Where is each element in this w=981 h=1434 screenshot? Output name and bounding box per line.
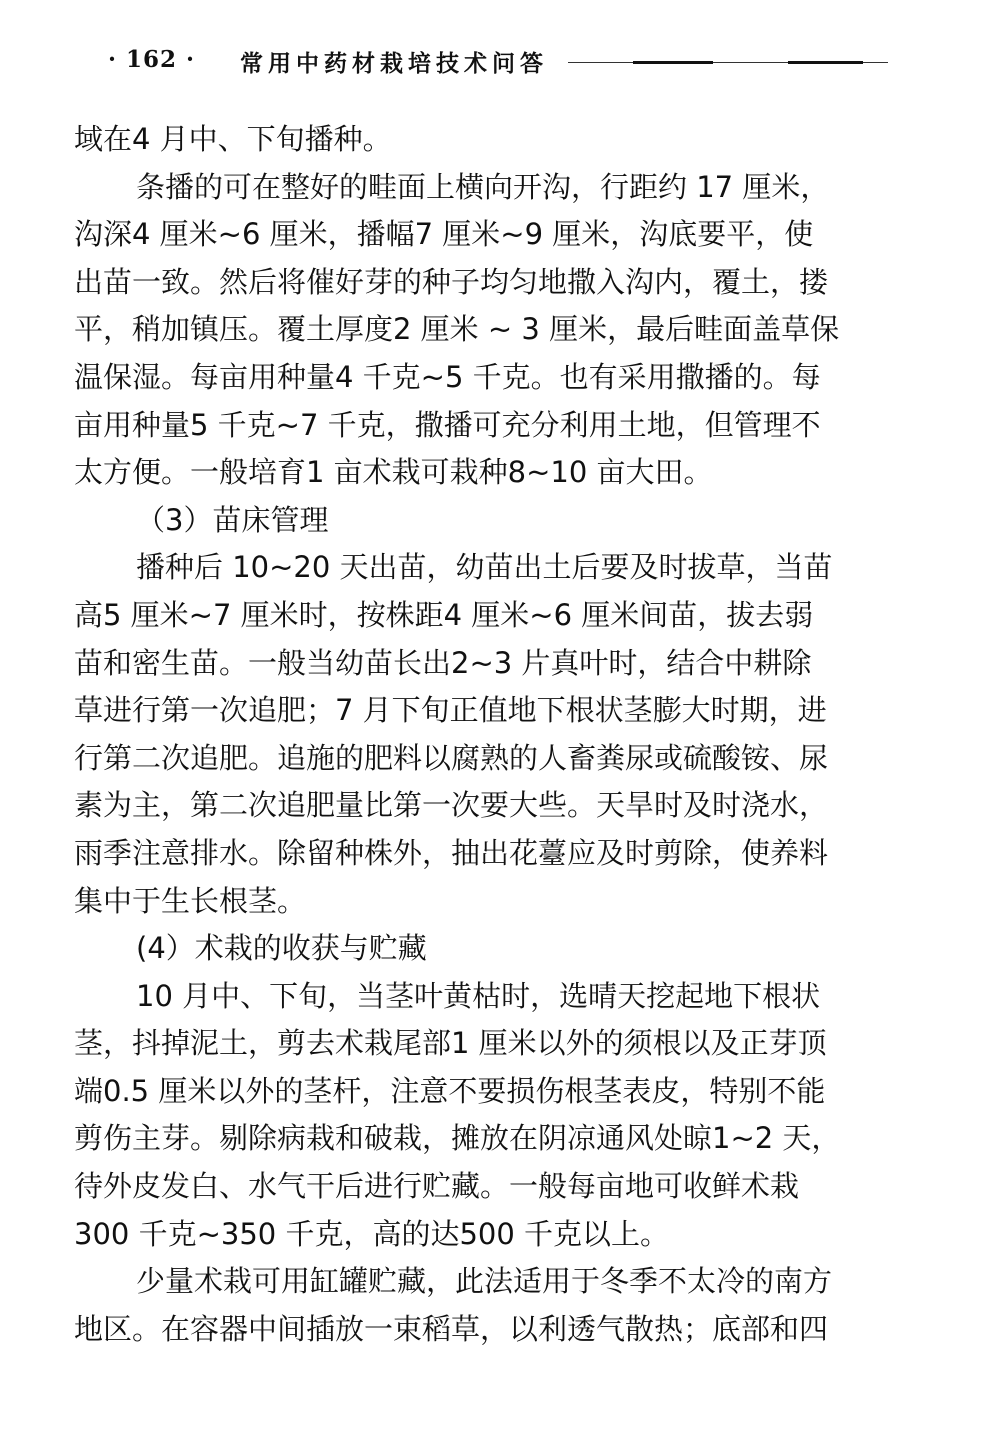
section-heading-3: （3）苗床管理 — [136, 502, 329, 537]
text-line: 出苗一致。然后将催好芽的种子均匀地撒入沟内，覆土，搂 — [74, 264, 829, 299]
text-line: 温保湿。每亩用种量4 千克~5 千克。也有采用撒播的。每 — [74, 359, 821, 394]
text-line: 高5 厘米~7 厘米时，按株距4 厘米~6 厘米间苗，拔去弱 — [74, 597, 814, 632]
section-heading-4: (4）术栽的收获与贮藏 — [136, 931, 427, 966]
text-line: 行第二次追肥。追施的肥料以腐熟的人畜粪尿或硫酸铵、尿 — [74, 740, 829, 775]
text-line: 平，稍加镇压。覆土厚度2 厘米 ~ 3 厘米，最后畦面盖草保 — [74, 312, 840, 347]
text-line: 苗和密生苗。一般当幼苗长出2~3 片真叶时，结合中耕除 — [74, 645, 812, 680]
text-line: 茎，抖掉泥土，剪去术栽尾部1 厘米以外的须根以及正芽顶 — [74, 1026, 827, 1061]
header-rule-segment — [788, 61, 863, 64]
book-title: 常用中药材栽培技术问答 — [240, 50, 548, 77]
text-line: 草进行第一次追肥；7 月下旬正值地下根状茎膨大时期，进 — [74, 693, 827, 728]
paragraph-start-line: 播种后 10~20 天出苗，幼苗出土后要及时拔草，当苗 — [136, 550, 833, 585]
text-line: 集中于生长根茎。 — [74, 883, 307, 918]
text-line: 待外皮发白、水气干后进行贮藏。一般每亩地可收鲜术栽 — [74, 1169, 800, 1204]
paragraph-start-line: 条播的可在整好的畦面上横向开沟，行距约 17 厘米， — [136, 169, 830, 204]
text-line: 剪伤主芽。剔除病栽和破栽，摊放在阴凉通风处晾1~2 天， — [74, 1121, 841, 1156]
running-header — [108, 40, 898, 88]
text-line: 300 千克~350 千克，高的达500 千克以上。 — [74, 1216, 670, 1251]
text-line: 端0.5 厘米以外的茎杆，注意不要损伤根茎表皮，特别不能 — [74, 1073, 826, 1108]
text-line: 域在4 月中、下旬播种。 — [74, 122, 392, 156]
text-line: 素为主，第二次追肥量比第一次要大些。天旱时及时浇水， — [74, 788, 829, 823]
paragraph-start-line: 10 月中、下旬，当茎叶黄枯时，选晴天挖起地下根状 — [136, 978, 821, 1013]
text-line: 亩用种量5 千克~7 千克，撒播可充分利用土地，但管理不 — [74, 407, 821, 442]
text-line: 雨季注意排水。除留种株外，抽出花薹应及时剪除，使养料 — [74, 835, 829, 870]
body-text — [74, 116, 910, 1353]
paragraph-start-line: 少量术栽可用缸罐贮藏，此法适用于冬季不太冷的南方 — [136, 1264, 833, 1299]
text-line: 地区。在容器中间插放一束稻草，以利透气散热；底部和四 — [74, 1311, 829, 1346]
page-number: · 162 · — [108, 46, 196, 73]
text-line: 太方便。一般培育1 亩术栽可栽种8~10 亩大田。 — [74, 455, 713, 490]
header-rule-segment — [633, 61, 713, 64]
text-line: 沟深4 厘米~6 厘米，播幅7 厘米~9 厘米，沟底要平，使 — [74, 217, 814, 252]
